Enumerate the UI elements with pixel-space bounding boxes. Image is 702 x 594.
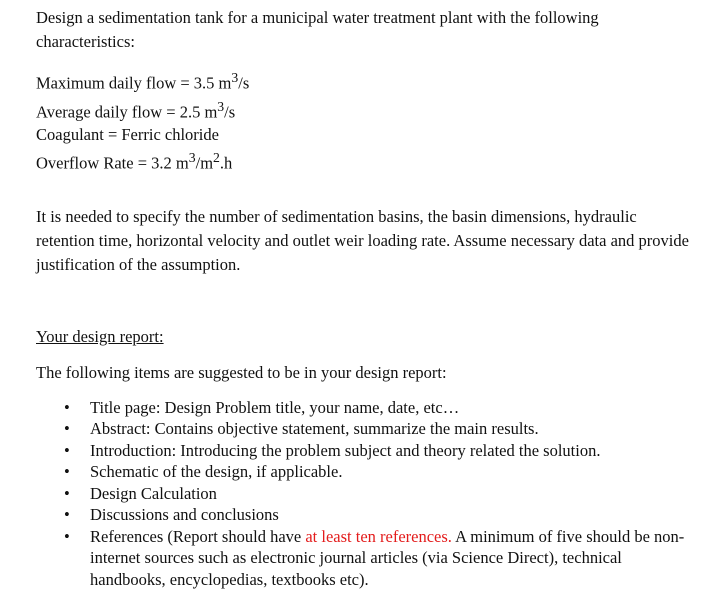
list-item-references: • References (Report should have at least ten references. A minimum of five should be non-internet sources such as electronic journal articles (via Science Direct), technical handbooks, encyclopedias, textbooks etc). (64, 526, 685, 589)
report-items-list (36, 397, 696, 591)
list-item: • Introduction: Introducing the problem subject and theory related the solution. (64, 440, 601, 460)
bullet-icon: • (64, 526, 70, 546)
list-item: • Schematic of the design, if applicable. (64, 462, 343, 481)
spec-overflow-rate: Overflow Rate = 3.2 $m^3/m^2.h$ (36, 150, 233, 173)
bullet-icon: • (64, 462, 70, 481)
list-item: • Title page: Design Problem title, your name, date, etc… (64, 397, 460, 417)
references-highlight: at least ten references. (305, 526, 452, 546)
spec-coagulant: Coagulant = Ferric chloride (36, 125, 219, 144)
bullet-icon: • (64, 440, 70, 460)
task-description: It is needed to specify the number of sedimentation basins, the basin dimensions, hydraulic retention time, horizontal velocity and outlet weir loading rate. Assume necessary data and provide justification of the assumption. (36, 206, 689, 274)
report-heading: Your design report: (36, 326, 164, 346)
list-item: • Design Calculation (64, 483, 217, 503)
bullet-icon: • (64, 505, 70, 524)
spec-max-daily-flow: Maximum daily flow = 3.5 $m^3/s$ (36, 70, 250, 93)
list-item: • Discussions and conclusions (64, 505, 279, 524)
report-intro: The following items are suggested to be in your design report: (36, 362, 447, 382)
document-page (36, 6, 696, 590)
bullet-icon: • (64, 419, 70, 438)
bullet-icon: • (64, 397, 70, 417)
design-characteristics (36, 66, 696, 175)
problem-statement: Design a sedimentation tank for a municipal water treatment plant with the following characteristics: (36, 8, 599, 51)
list-item: • Abstract: Contains objective statement, summarize the main results. (64, 419, 539, 438)
bullet-icon: • (64, 483, 70, 503)
spec-average-daily-flow: Average daily flow = 2.5 $m^3/s$ (36, 98, 236, 121)
